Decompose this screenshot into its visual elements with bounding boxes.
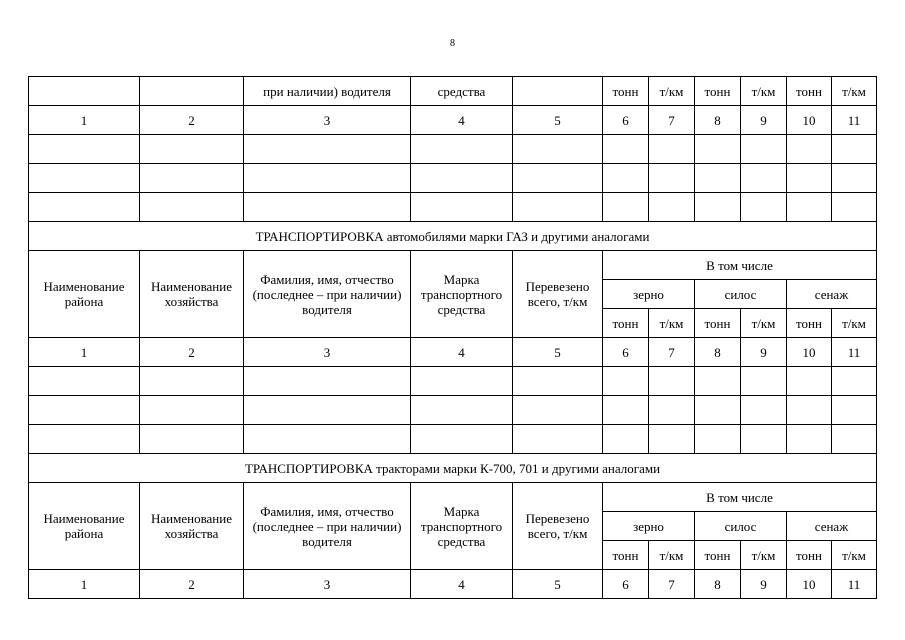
col-number: 1 bbox=[29, 570, 140, 599]
data-cell[interactable] bbox=[787, 425, 832, 454]
col-driver-tail: при наличии) водителя bbox=[244, 77, 411, 106]
col-number: 7 bbox=[649, 338, 695, 367]
data-cell[interactable] bbox=[513, 425, 603, 454]
col-number: 1 bbox=[29, 338, 140, 367]
section-title-gaz: ТРАНСПОРТИРОВКА автомобилями марки ГАЗ и другими аналогами bbox=[29, 222, 877, 251]
section-title-row bbox=[29, 454, 877, 483]
col-number: 1 bbox=[29, 106, 140, 135]
data-cell[interactable] bbox=[832, 193, 877, 222]
data-cell[interactable] bbox=[140, 396, 244, 425]
data-cell[interactable] bbox=[787, 193, 832, 222]
col-vehicle: Марка транспортного средства bbox=[411, 251, 513, 338]
col-haylage-tons: тонн bbox=[787, 77, 832, 106]
col-including: В том числе bbox=[603, 483, 877, 512]
col-grain: зерно bbox=[603, 512, 695, 541]
col-grain: зерно bbox=[603, 280, 695, 309]
data-cell[interactable] bbox=[603, 193, 649, 222]
data-cell[interactable] bbox=[140, 164, 244, 193]
data-cell[interactable] bbox=[244, 135, 411, 164]
col-grain-tons: тонн bbox=[603, 541, 649, 570]
col-number: 10 bbox=[787, 570, 832, 599]
data-cell[interactable] bbox=[29, 367, 140, 396]
col-silage-tkm: т/км bbox=[741, 77, 787, 106]
data-cell[interactable] bbox=[832, 425, 877, 454]
col-number: 10 bbox=[787, 338, 832, 367]
continued-header-row bbox=[29, 77, 877, 106]
data-cell[interactable] bbox=[29, 396, 140, 425]
data-cell[interactable] bbox=[244, 367, 411, 396]
data-row-empty bbox=[29, 164, 877, 193]
data-cell[interactable] bbox=[695, 425, 741, 454]
page-number: 8 bbox=[450, 38, 455, 49]
col-haylage-tons: тонн bbox=[787, 309, 832, 338]
data-cell[interactable] bbox=[603, 135, 649, 164]
col-number: 9 bbox=[741, 106, 787, 135]
data-cell[interactable] bbox=[832, 367, 877, 396]
data-cell[interactable] bbox=[140, 425, 244, 454]
data-cell[interactable] bbox=[411, 193, 513, 222]
data-cell[interactable] bbox=[649, 396, 695, 425]
data-row-empty bbox=[29, 367, 877, 396]
data-cell[interactable] bbox=[244, 425, 411, 454]
col-silage-tons: тонн bbox=[695, 309, 741, 338]
data-cell[interactable] bbox=[787, 135, 832, 164]
col-haylage-tkm: т/км bbox=[832, 541, 877, 570]
data-cell[interactable] bbox=[832, 164, 877, 193]
col-silage-tkm: т/км bbox=[741, 541, 787, 570]
col-number: 6 bbox=[603, 338, 649, 367]
data-cell[interactable] bbox=[29, 164, 140, 193]
data-cell[interactable] bbox=[741, 396, 787, 425]
col-number: 8 bbox=[695, 338, 741, 367]
col-number: 11 bbox=[832, 570, 877, 599]
col-haylage-tons: тонн bbox=[787, 541, 832, 570]
data-cell[interactable] bbox=[29, 425, 140, 454]
col-number: 5 bbox=[513, 106, 603, 135]
col-district: Наименование района bbox=[29, 251, 140, 338]
data-cell[interactable] bbox=[695, 164, 741, 193]
data-cell[interactable] bbox=[649, 164, 695, 193]
data-cell[interactable] bbox=[741, 367, 787, 396]
col-vehicle-tail: средства bbox=[411, 77, 513, 106]
transport-report-table bbox=[28, 76, 877, 599]
data-cell[interactable] bbox=[29, 193, 140, 222]
col-number: 11 bbox=[832, 106, 877, 135]
col-number: 6 bbox=[603, 570, 649, 599]
data-cell[interactable] bbox=[741, 164, 787, 193]
data-cell[interactable] bbox=[411, 164, 513, 193]
data-cell[interactable] bbox=[832, 396, 877, 425]
col-silage-tkm: т/км bbox=[741, 309, 787, 338]
col-number: 3 bbox=[244, 338, 411, 367]
col-number: 5 bbox=[513, 338, 603, 367]
col-number: 11 bbox=[832, 338, 877, 367]
col-transported-total: Перевезено всего, т/км bbox=[513, 483, 603, 570]
col-number: 3 bbox=[244, 570, 411, 599]
col-silage-tons: тонн bbox=[695, 77, 741, 106]
data-cell[interactable] bbox=[140, 367, 244, 396]
data-cell[interactable] bbox=[244, 396, 411, 425]
section-header-row bbox=[29, 483, 877, 512]
section-header-row bbox=[29, 251, 877, 280]
column-numbers-row bbox=[29, 338, 877, 367]
data-cell[interactable] bbox=[244, 164, 411, 193]
col-silage: силос bbox=[695, 280, 787, 309]
data-cell[interactable] bbox=[411, 425, 513, 454]
col-number: 2 bbox=[140, 570, 244, 599]
cell-empty bbox=[29, 77, 140, 106]
col-number: 5 bbox=[513, 570, 603, 599]
section-title-k700: ТРАНСПОРТИРОВКА тракторами марки К-700, 701 и другими аналогами bbox=[29, 454, 877, 483]
col-grain-tkm: т/км bbox=[649, 309, 695, 338]
data-cell[interactable] bbox=[513, 193, 603, 222]
data-cell[interactable] bbox=[649, 193, 695, 222]
col-including: В том числе bbox=[603, 251, 877, 280]
col-number: 10 bbox=[787, 106, 832, 135]
data-cell[interactable] bbox=[513, 164, 603, 193]
col-number: 2 bbox=[140, 338, 244, 367]
data-row-empty bbox=[29, 193, 877, 222]
data-cell[interactable] bbox=[603, 396, 649, 425]
column-numbers-row bbox=[29, 106, 877, 135]
col-grain-tons: тонн bbox=[603, 77, 649, 106]
data-cell[interactable] bbox=[513, 396, 603, 425]
data-cell[interactable] bbox=[649, 135, 695, 164]
col-farm: Наименование хозяйства bbox=[140, 483, 244, 570]
section-title-row bbox=[29, 222, 877, 251]
data-cell[interactable] bbox=[741, 193, 787, 222]
data-cell[interactable] bbox=[741, 425, 787, 454]
col-grain-tkm: т/км bbox=[649, 541, 695, 570]
data-row-empty bbox=[29, 135, 877, 164]
data-cell[interactable] bbox=[787, 367, 832, 396]
col-transported-total: Перевезено всего, т/км bbox=[513, 251, 603, 338]
col-haylage-tkm: т/км bbox=[832, 77, 877, 106]
column-numbers-row bbox=[29, 570, 877, 599]
data-row-empty bbox=[29, 425, 877, 454]
data-cell[interactable] bbox=[411, 396, 513, 425]
data-cell[interactable] bbox=[695, 367, 741, 396]
data-cell[interactable] bbox=[695, 396, 741, 425]
data-cell[interactable] bbox=[140, 193, 244, 222]
col-silage-tons: тонн bbox=[695, 541, 741, 570]
col-number: 2 bbox=[140, 106, 244, 135]
col-number: 7 bbox=[649, 570, 695, 599]
col-number: 9 bbox=[741, 570, 787, 599]
col-driver: Фамилия, имя, отчество (последнее – при наличии) водителя bbox=[244, 251, 411, 338]
data-cell[interactable] bbox=[695, 135, 741, 164]
data-cell[interactable] bbox=[513, 135, 603, 164]
data-cell[interactable] bbox=[603, 425, 649, 454]
col-number: 8 bbox=[695, 570, 741, 599]
cell-empty bbox=[513, 77, 603, 106]
data-cell[interactable] bbox=[603, 164, 649, 193]
data-cell[interactable] bbox=[411, 135, 513, 164]
data-cell[interactable] bbox=[140, 135, 244, 164]
data-cell[interactable] bbox=[832, 135, 877, 164]
col-number: 4 bbox=[411, 570, 513, 599]
data-cell[interactable] bbox=[649, 367, 695, 396]
col-number: 6 bbox=[603, 106, 649, 135]
data-cell[interactable] bbox=[603, 367, 649, 396]
col-number: 3 bbox=[244, 106, 411, 135]
data-cell[interactable] bbox=[244, 193, 411, 222]
col-number: 8 bbox=[695, 106, 741, 135]
col-driver: Фамилия, имя, отчество (последнее – при наличии) водителя bbox=[244, 483, 411, 570]
data-cell[interactable] bbox=[787, 396, 832, 425]
cell-empty bbox=[140, 77, 244, 106]
col-number: 4 bbox=[411, 106, 513, 135]
data-cell[interactable] bbox=[787, 164, 832, 193]
col-haylage: сенаж bbox=[787, 280, 877, 309]
data-cell[interactable] bbox=[649, 425, 695, 454]
data-cell[interactable] bbox=[695, 193, 741, 222]
col-grain-tons: тонн bbox=[603, 309, 649, 338]
data-cell[interactable] bbox=[741, 135, 787, 164]
col-vehicle: Марка транспортного средства bbox=[411, 483, 513, 570]
col-number: 7 bbox=[649, 106, 695, 135]
data-cell[interactable] bbox=[29, 135, 140, 164]
col-district: Наименование района bbox=[29, 483, 140, 570]
col-silage: силос bbox=[695, 512, 787, 541]
data-cell[interactable] bbox=[513, 367, 603, 396]
data-cell[interactable] bbox=[411, 367, 513, 396]
data-row-empty bbox=[29, 396, 877, 425]
col-farm: Наименование хозяйства bbox=[140, 251, 244, 338]
col-grain-tkm: т/км bbox=[649, 77, 695, 106]
col-number: 4 bbox=[411, 338, 513, 367]
col-haylage: сенаж bbox=[787, 512, 877, 541]
col-haylage-tkm: т/км bbox=[832, 309, 877, 338]
col-number: 9 bbox=[741, 338, 787, 367]
